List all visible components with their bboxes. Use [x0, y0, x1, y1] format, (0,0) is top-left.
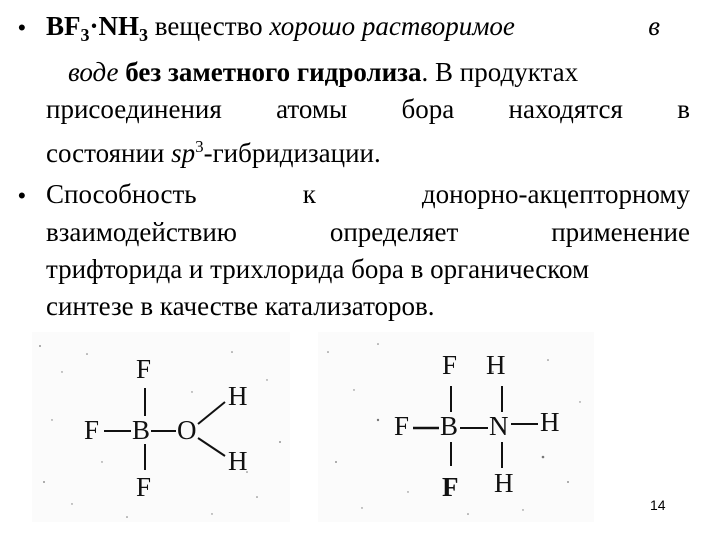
atom-b: B: [440, 411, 459, 441]
bullet-1-lead: [18, 8, 515, 54]
atom-f-bottom: F: [136, 472, 152, 502]
atom-f-left: F: [84, 415, 100, 445]
atom-n: N: [489, 411, 509, 441]
atom-f-bottom: F: [442, 472, 459, 502]
formula-bf3-nh3: $BF_3\cdot NH_3$: [46, 11, 149, 45]
bullet-2-line-1: • Способность к донорно-акцепторному: [18, 176, 690, 214]
atom-o: O: [177, 415, 197, 445]
bullet-dot-icon: •: [18, 183, 26, 208]
bullet-2-line-4: синтезе в качестве катализаторов.: [46, 291, 435, 321]
bullet-2: [18, 176, 690, 325]
atom-h-top: H: [486, 350, 506, 380]
bullet-1-line-4: состоянии $sp^3$-гибридизации.: [46, 137, 381, 168]
atom-f-left: F: [394, 411, 410, 441]
structure-bf3-nh3: [318, 332, 594, 522]
atom-h-bottom: H: [228, 446, 248, 476]
bullet-1-text: вещество: [154, 11, 263, 41]
bond-o-h-top: [198, 402, 225, 424]
atom-h-bottom: H: [494, 468, 514, 498]
atom-h-top: H: [228, 381, 248, 411]
bullet-dot-icon: •: [18, 15, 26, 40]
bullet-2-line-3: трифторида и трихлорида бора в органическом: [46, 254, 590, 284]
structure-bf3-h2o: [32, 332, 290, 522]
atom-f-top: F: [136, 354, 152, 384]
bullet-1-line-1: [18, 8, 690, 54]
bond-o-h-bottom: [198, 438, 225, 456]
atom-h-right: H: [540, 407, 560, 437]
atom-f-top: F: [442, 350, 458, 380]
page-number: 14: [650, 497, 666, 513]
bullet-1-end-word: в: [648, 11, 660, 41]
bullet-1-line-3: присоединения атомы бора находятся в: [46, 94, 690, 124]
bullet-1-bold-phrase: без заметного гидролиза: [125, 57, 422, 87]
bullet-1-line-2: воде без заметного гидролиза. В продуктах: [68, 57, 579, 87]
bullet-2-line-2: взаимодействию определяет применение: [46, 217, 690, 247]
structure-bf3-h2o-drawing: [32, 332, 290, 522]
structure-bf3-nh3-drawing: [318, 332, 594, 522]
bullet-1-emphasis: хорошо растворимое: [269, 11, 515, 41]
atom-b: B: [132, 415, 151, 445]
bullet-1: [18, 8, 690, 172]
